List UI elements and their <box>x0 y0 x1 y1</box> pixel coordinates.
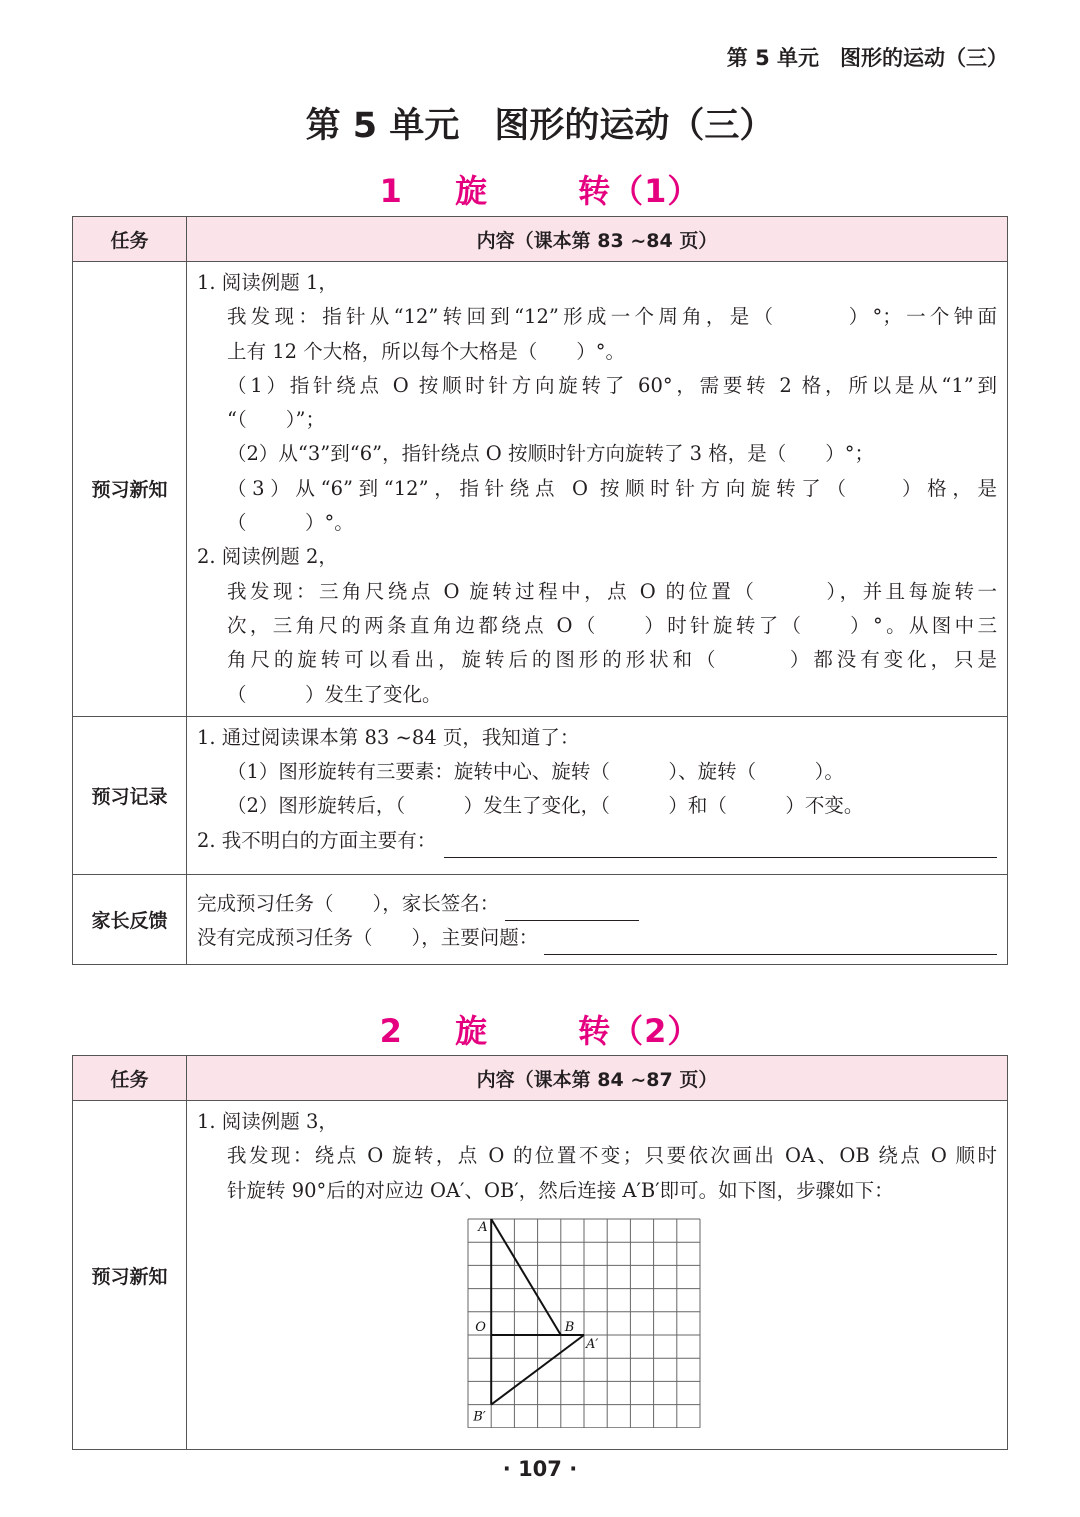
lesson2-number: 2 <box>379 1012 403 1050</box>
lesson1-record-label: 预习记录 <box>73 716 187 874</box>
point-label: B′ <box>473 1409 486 1425</box>
lesson1-preview-line: 上有 12 个大格，所以每个大格是（ ）°。 <box>227 339 625 363</box>
lesson1-preview-line: 1. 阅读例题 1， <box>197 271 338 294</box>
lesson2-preview-label: 预习新知 <box>73 1101 187 1450</box>
rotation-figure-wrap <box>197 1208 997 1445</box>
parent-feedback-line2 <box>197 921 997 955</box>
lesson2-table <box>72 1055 1008 1450</box>
lesson2-title-a: 旋 <box>455 1012 489 1050</box>
lesson1-preview-content <box>187 262 1008 717</box>
lesson1-preview-label: 预习新知 <box>73 262 187 717</box>
lesson1-header-content: 内容（课本第 83 ~84 页） <box>187 217 1008 262</box>
point-label: B <box>564 1319 575 1335</box>
point-label: A <box>478 1219 488 1235</box>
lesson2-preview-line: 我发现：绕点 O 旋转，点 O 的位置不变；只要依次画出 OA、OB 绕点 O 顺时 <box>227 1144 997 1168</box>
point-label: O <box>475 1319 486 1335</box>
unit-title: 第 5 单元 图形的运动（三） <box>305 106 775 146</box>
point-label: A′ <box>586 1336 599 1352</box>
parent-feedback-line1 <box>197 887 997 921</box>
answer-blank-line[interactable] <box>444 833 997 858</box>
lesson1-preview-line: （1）指针绕点 O 按顺时针方向旋转了 60°，需要转 2 格，所以是从“1”到 <box>227 373 997 397</box>
lesson2-preview-content <box>187 1101 1008 1450</box>
rotation-grid-figure <box>465 1216 705 1428</box>
lesson2-header-content: 内容（课本第 84 ~87 页） <box>187 1056 1008 1101</box>
lesson1-table <box>72 216 1008 965</box>
lesson1-record-question: 2. 我不明白的方面主要有： <box>197 828 437 852</box>
lesson1-preview-line: （3）从“6”到“12”，指针绕点 O 按顺时针方向旋转了（ ）格，是 <box>227 476 997 500</box>
lesson1-title-a: 旋 <box>455 172 489 210</box>
lesson2-preview-line: 针旋转 90°后的对应边 OA′、OB′，然后连接 A′B′即可。如下图，步骤如下： <box>227 1178 894 1202</box>
triangle-edge <box>491 1219 561 1335</box>
lesson1-preview-line: 角尺的旋转可以看出，旋转后的图形的形状和（ ）都没有变化，只是 <box>227 648 997 672</box>
lesson1-preview-line: 2. 阅读例题 2， <box>197 545 338 569</box>
lesson1-preview-line: 我发现：指针从“12”转回到“12”形成一个周角，是（ ）°；一个钟面 <box>227 305 997 329</box>
page-number: · 107 · <box>502 1457 578 1481</box>
lesson2-header-task: 任务 <box>73 1056 187 1101</box>
lesson1-number: 1 <box>379 172 403 210</box>
parent-complete-text: 完成预习任务（ ），家长签名： <box>197 891 500 915</box>
lesson1-parent-label: 家长反馈 <box>73 874 187 964</box>
running-header: 第 5 单元 图形的运动（三） <box>726 46 1008 70</box>
lesson2-title <box>0 1006 1080 1052</box>
lesson1-record-line: （2）图形旋转后，（ ）发生了变化，（ ）和（ ）不变。 <box>227 794 864 818</box>
lesson1-preview-line: （ ）°。 <box>227 511 354 535</box>
lesson1-record-line: 1. 通过阅读课本第 83 ~84 页，我知道了： <box>197 725 580 749</box>
lesson1-record-line: （1）图形旋转有三要素：旋转中心、旋转（ ）、旋转（ ）。 <box>227 760 844 784</box>
parent-incomplete-text: 没有完成预习任务（ ），主要问题： <box>197 926 539 950</box>
lesson1-parent-content <box>187 874 1008 964</box>
lesson1-preview-line: 次，三角尺的两条直角边都绕点 O（ ）时针旋转了（ ）°。从图中三 <box>227 613 997 637</box>
lesson1-header-task: 任务 <box>73 217 187 262</box>
lesson1-record-content <box>187 716 1008 874</box>
lesson1-title-b: 转（1） <box>578 172 701 210</box>
lesson2-preview-line: 1. 阅读例题 3， <box>197 1110 338 1133</box>
lesson1-preview-line: “（ ）”； <box>227 408 325 432</box>
lesson1-record-line <box>197 824 997 858</box>
lesson1-title <box>0 166 1080 212</box>
parent-signature-blank[interactable] <box>505 896 639 921</box>
lesson2-title-b: 转（2） <box>578 1012 701 1050</box>
lesson1-preview-line: （ ）发生了变化。 <box>227 682 442 706</box>
lesson1-preview-line: （2）从“3”到“6”，指针绕点 O 按顺时针方向旋转了 3 格，是（ ）°； <box>227 442 875 466</box>
parent-problem-blank[interactable] <box>544 930 997 955</box>
lesson1-preview-line: 我发现：三角尺绕点 O 旋转过程中，点 O 的位置（ ），并且每旋转一 <box>227 579 997 603</box>
